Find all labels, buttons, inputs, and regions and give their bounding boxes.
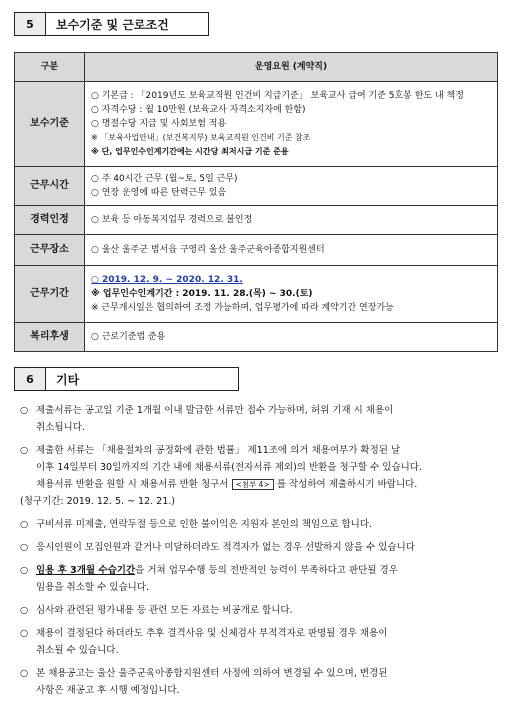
- section-title: 기타: [46, 367, 239, 391]
- conditions-table: [14, 52, 498, 352]
- table-row: [15, 323, 498, 352]
- list-item: ○ 보육 등 아동복지업무 경력으로 불인정: [91, 215, 253, 225]
- item-text: 심사와 관련된 평가내용 등 관련 모든 자료는 비공개로 합니다.: [36, 605, 293, 616]
- table-row: [15, 235, 498, 266]
- item-text: 채용이 결정된다 하더라도 추후 결격사유 및 신체검사 부적격자로 판명될 경우 채용이: [36, 628, 388, 639]
- list-item: ○ 울산 울주군 범서읍 구영리 울산 울주군육아종합지원센터: [91, 245, 325, 255]
- bullet-icon: ○: [20, 519, 29, 530]
- row-content: [85, 82, 498, 167]
- item-text-part: 를 작성하여 제출하시기 바랍니다.: [276, 479, 418, 490]
- bullet-icon: ○: [20, 668, 29, 679]
- row-content: [85, 167, 498, 206]
- row-label: 근무장소: [15, 235, 85, 266]
- list-item: [20, 539, 500, 556]
- item-text: 사항은 재공고 후 시행 예정입니다.: [36, 685, 180, 696]
- row-label: 근무기간: [15, 266, 85, 323]
- item-text: [20, 476, 500, 493]
- item-text: [36, 562, 500, 579]
- note-item: ※ 단, 업무인수인계기간에는 시간당 최저시급 기준 준용: [91, 147, 289, 156]
- section-title: 보수기준 및 근로조건: [46, 12, 209, 36]
- table-row: [15, 266, 498, 323]
- list-item: [20, 625, 500, 659]
- bullet-icon: ○: [20, 565, 29, 576]
- header-category: 구분: [15, 53, 85, 82]
- section-number: 6: [14, 367, 46, 391]
- contract-period: ○ 2019. 12. 9. ~ 2020. 12. 31.: [91, 275, 243, 285]
- item-text: 임용을 취소할 수 있습니다.: [36, 582, 150, 593]
- list-item: ○ 주 40시간 근무 (월~토, 5일 근무): [91, 174, 238, 184]
- item-text: 제출한 서류는 「채용절차의 공정화에 관한 법률」 제11조에 의거 채용여부가 확정된 날: [36, 445, 401, 456]
- probation-highlight: 임용 후 3개월 수습기간: [36, 565, 136, 576]
- bullet-icon: ○: [20, 542, 29, 553]
- note-item: ※ 근무개시일은 협의하여 조정 가능하며, 업무평가에 따라 계약기간 연장가능: [91, 303, 394, 313]
- row-content: [85, 266, 498, 323]
- notes-list: [20, 402, 500, 705]
- item-text: 이후 14일부터 30일까지의 기간 내에 채용서류(전자서류 제외)의 반환을 청구할 수 있습니다.: [36, 462, 423, 473]
- list-item: [20, 442, 500, 510]
- list-item: [20, 402, 500, 436]
- bullet-icon: ○: [20, 405, 29, 416]
- item-text: (청구기간: 2019. 12. 5. ~ 12. 21.): [20, 496, 175, 507]
- list-item: ○ 명절수당 지급 및 사회보험 적용: [91, 119, 227, 129]
- item-text: 취소될 수 있습니다.: [36, 645, 119, 656]
- row-label: 복리후생: [15, 323, 85, 352]
- attachment-badge: <첨부 4>: [232, 479, 274, 490]
- bullet-icon: ○: [20, 605, 29, 616]
- list-item: ○ 근로기준법 준용: [91, 332, 166, 342]
- header-operation: 운영요원 (계약직): [85, 53, 498, 82]
- note-item: ※ 업무인수인계기간 : 2019. 11. 28.(목) ~ 30.(토): [91, 289, 313, 299]
- item-text: 응시인원이 모집인원과 같거나 미달하더라도 적격자가 없는 경우 선발하지 않을 수 있습니다: [36, 542, 415, 553]
- list-item: [20, 665, 500, 699]
- list-item: ○ 기본급 : 「2019년도 보육교직원 인건비 지급기준」 보육교사 급여 기준 5호봉 한도 내 책정: [91, 91, 464, 101]
- bullet-icon: ○: [20, 445, 29, 456]
- row-label: 보수기준: [15, 82, 85, 167]
- list-item: ○ 자격수당 : 월 10만원 (보육교사 자격소지자에 한함): [91, 105, 306, 115]
- list-item: [20, 602, 500, 619]
- row-content: [85, 235, 498, 266]
- note-item: ※ 「보육사업안내」(보건복지부) 보육교직원 인건비 기준 참조: [91, 133, 311, 142]
- row-label: 근무시간: [15, 167, 85, 206]
- item-text: 구비서류 미제출, 연락두절 등으로 인한 불이익은 지원자 본인의 책임으로 합니다.: [36, 519, 373, 530]
- section-5-header: [14, 12, 209, 36]
- section-6-header: [14, 367, 239, 391]
- list-item: ○ 연장 운영에 따른 탄력근무 있음: [91, 188, 227, 198]
- list-item: [20, 516, 500, 533]
- row-content: [85, 323, 498, 352]
- item-text-part: 을 거쳐 업무수행 등의 전반적인 능력이 부족하다고 판단될 경우: [135, 565, 398, 576]
- bullet-icon: ○: [20, 628, 29, 639]
- table-header-row: [15, 53, 498, 82]
- section-number: 5: [14, 12, 46, 36]
- item-text-part: 채용서류 반환을 원할 시 채용서류 반환 청구서: [36, 479, 229, 490]
- item-text: 제출서류는 공고일 기준 1개월 이내 발급한 서류만 접수 가능하며, 허위 기재 시 채용이: [36, 405, 394, 416]
- row-label: 경력인정: [15, 206, 85, 235]
- item-text: 본 채용공고는 울산 울주군육아종합지원센터 사정에 의하여 변경될 수 있으며, 변경된: [36, 668, 388, 679]
- table-row: [15, 167, 498, 206]
- table-row: [15, 206, 498, 235]
- row-content: [85, 206, 498, 235]
- table-row: [15, 82, 498, 167]
- item-text: 취소됩니다.: [36, 422, 85, 433]
- list-item: [20, 562, 500, 596]
